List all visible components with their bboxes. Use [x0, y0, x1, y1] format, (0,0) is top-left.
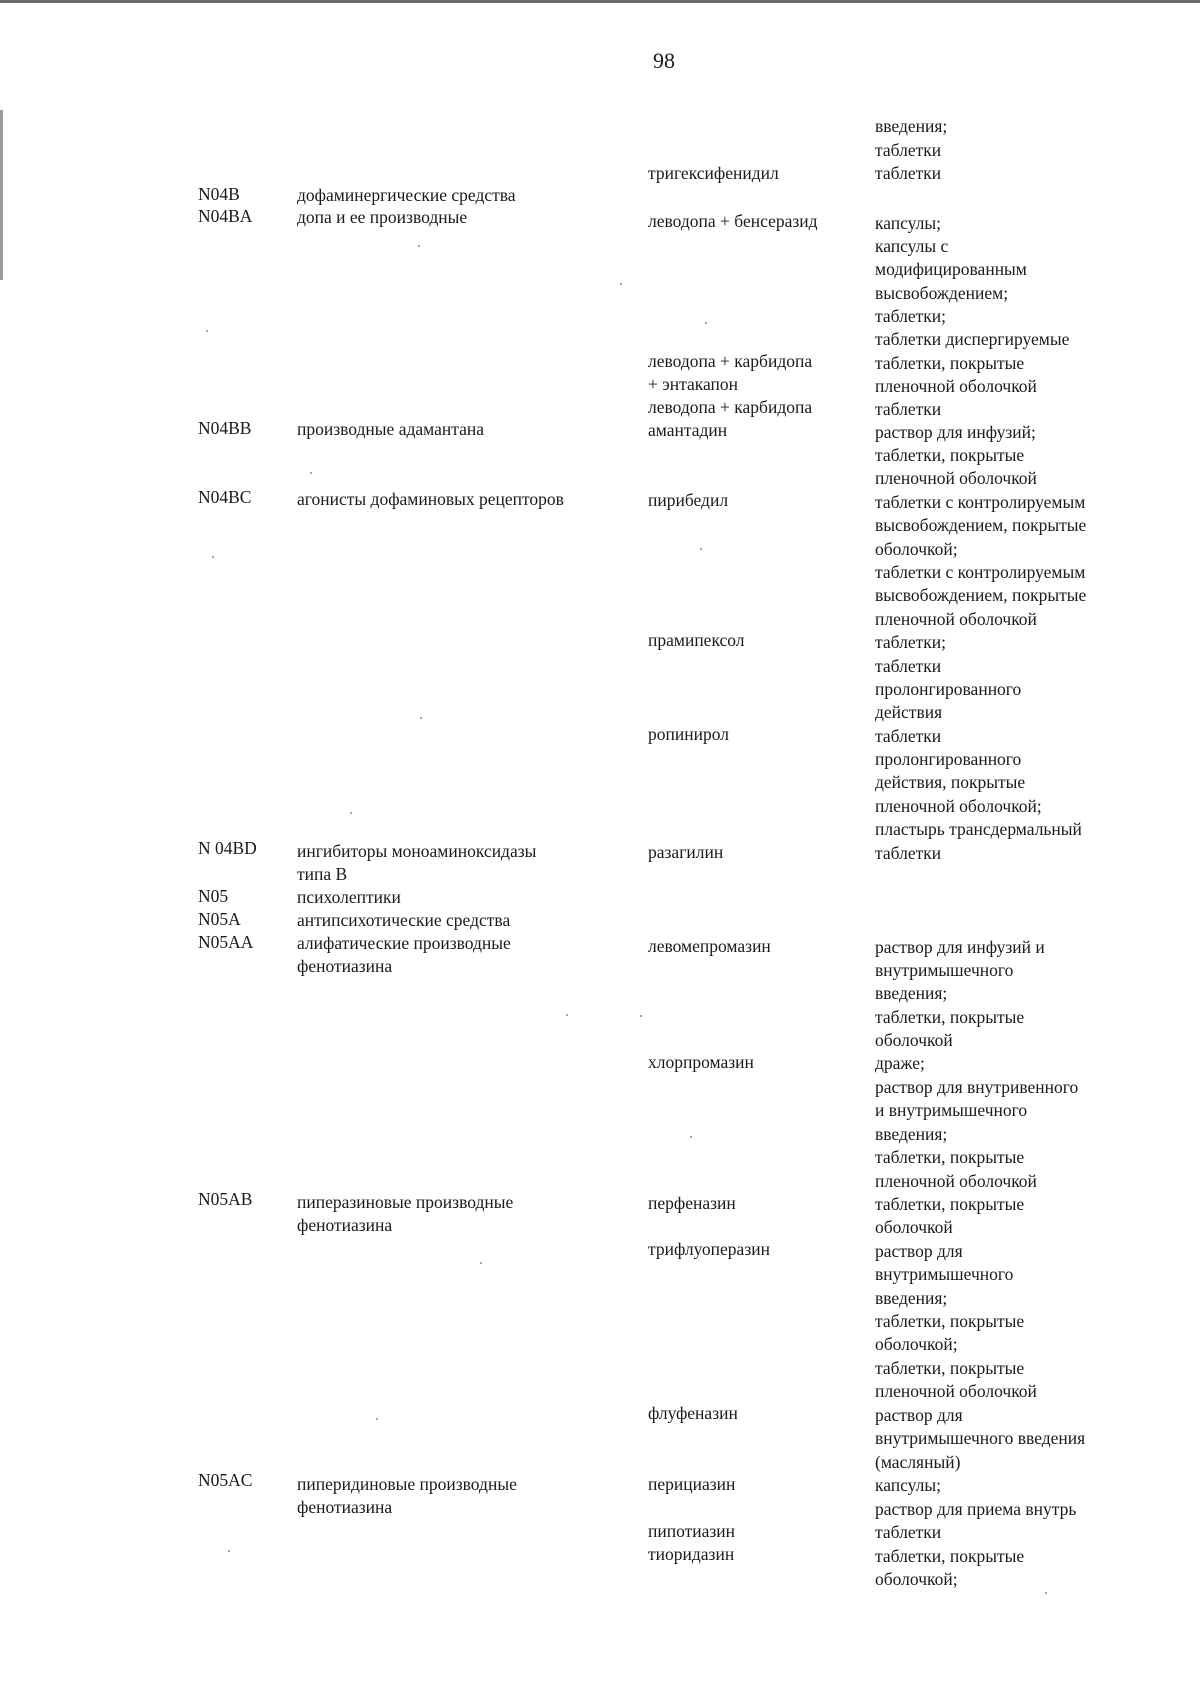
cell-form: таблетки, покрытые [875, 1358, 1025, 1378]
cell-drug: хлорпромазин [648, 1052, 754, 1072]
cell-group: типа B [297, 864, 348, 884]
cell-drug: прамипексол [648, 630, 745, 650]
cell-drug: левомепромазин [648, 936, 771, 956]
cell-form: введения; [875, 1124, 948, 1144]
cell-form: раствор для инфузий; [875, 422, 1036, 442]
cell-group: алифатические производные [297, 933, 511, 953]
cell-form: таблетки [875, 140, 942, 160]
cell-form: высвобождением, покрытые [875, 515, 1087, 535]
cell-form: раствор для [875, 1405, 963, 1425]
cell-form: введения; [875, 116, 948, 136]
cell-form: оболочкой; [875, 1569, 958, 1589]
cell-form: таблетки; [875, 632, 946, 652]
cell-form: внутримышечного [875, 960, 1014, 980]
cell-form: пленочной оболочкой [875, 609, 1037, 629]
cell-form: пролонгированного [875, 749, 1022, 769]
cell-form: (масляный) [875, 1452, 961, 1472]
cell-group: фенотиазина [297, 956, 393, 976]
cell-group: производные адамантана [297, 419, 484, 439]
cell-drug: разагилин [648, 842, 724, 862]
cell-drug: леводопа + бенсеразид [648, 211, 818, 231]
cell-drug: ропинирол [648, 724, 729, 744]
cell-drug: леводопа + карбидопа [648, 351, 813, 371]
cell-code: N05AA [198, 932, 254, 952]
cell-drug: тиоридазин [648, 1544, 735, 1564]
cell-group: фенотиазина [297, 1497, 393, 1517]
cell-code: N05AB [198, 1189, 253, 1209]
cell-code: N 04BD [198, 838, 257, 858]
cell-form: пластырь трансдермальный [875, 819, 1082, 839]
cell-form: таблетки, покрытые [875, 1546, 1025, 1566]
cell-form: пленочной оболочкой [875, 376, 1037, 396]
cell-form: модифицированным [875, 259, 1027, 279]
cell-group: психолептики [297, 887, 401, 907]
cell-code: N04BB [198, 418, 252, 438]
cell-form: таблетки [875, 399, 942, 419]
cell-drug: флуфеназин [648, 1403, 738, 1423]
cell-form: таблетки [875, 163, 942, 183]
cell-group: агонисты дофаминовых рецепторов [297, 489, 564, 509]
scan-speck [1045, 1592, 1047, 1594]
cell-code: N05A [198, 909, 241, 929]
cell-form: введения; [875, 983, 948, 1003]
cell-form: пролонгированного [875, 679, 1022, 699]
cell-form: таблетки диспергируемые [875, 329, 1070, 349]
cell-group: дофаминергические средства [297, 185, 516, 205]
cell-code: N05 [198, 886, 229, 906]
cell-code: N04B [198, 184, 240, 204]
cell-form: высвобождением, покрытые [875, 585, 1087, 605]
scan-speck [206, 330, 208, 332]
scan-speck [640, 1015, 642, 1017]
cell-form: пленочной оболочкой [875, 468, 1037, 488]
cell-form: капсулы; [875, 213, 942, 233]
cell-form: таблетки, покрытые [875, 1194, 1025, 1214]
cell-form: раствор для приема внутрь [875, 1499, 1077, 1519]
cell-code: N04BC [198, 487, 252, 507]
scan-speck [376, 1418, 378, 1420]
scan-speck [420, 717, 422, 719]
cell-form: оболочкой [875, 1030, 953, 1050]
cell-form: действия, покрытые [875, 772, 1026, 792]
cell-drug: перфеназин [648, 1193, 736, 1213]
cell-drug: тригексифенидил [648, 163, 779, 183]
cell-form: пленочной оболочкой; [875, 796, 1042, 816]
cell-drug: перициазин [648, 1474, 736, 1494]
cell-drug: + энтакапон [648, 374, 739, 394]
cell-form: драже; [875, 1053, 925, 1073]
scan-top-edge [0, 0, 1200, 3]
cell-group: фенотиазина [297, 1215, 393, 1235]
cell-drug: пирибедил [648, 490, 729, 510]
cell-form: внутримышечного [875, 1264, 1014, 1284]
cell-form: таблетки, покрытые [875, 1311, 1025, 1331]
cell-group: пиперазиновые производные [297, 1192, 514, 1212]
cell-form: таблетки [875, 1522, 942, 1542]
cell-drug: амантадин [648, 420, 728, 440]
scan-speck [212, 556, 214, 558]
scan-speck [700, 548, 702, 550]
cell-form: оболочкой; [875, 539, 958, 559]
scan-speck [480, 1262, 482, 1264]
scan-speck [620, 283, 622, 285]
cell-form: пленочной оболочкой [875, 1381, 1037, 1401]
cell-form: капсулы; [875, 1475, 942, 1495]
cell-form: внутримышечного введения [875, 1428, 1086, 1448]
cell-form: раствор для [875, 1241, 963, 1261]
cell-drug: пипотиазин [648, 1521, 736, 1541]
cell-group: антипсихотические средства [297, 910, 511, 930]
cell-group: пиперидиновые производные [297, 1474, 517, 1494]
cell-group: ингибиторы моноаминоксидазы [297, 841, 537, 861]
cell-form: оболочкой; [875, 1334, 958, 1354]
cell-code: N04BA [198, 206, 253, 226]
cell-form: введения; [875, 1288, 948, 1308]
cell-form: таблетки [875, 843, 942, 863]
cell-form: таблетки, покрытые [875, 353, 1025, 373]
cell-form: действия [875, 702, 943, 722]
cell-form: таблетки; [875, 306, 946, 326]
cell-form: высвобождением; [875, 283, 1009, 303]
cell-form: таблетки, покрытые [875, 1007, 1025, 1027]
scan-speck [418, 245, 420, 247]
cell-form: таблетки, покрытые [875, 445, 1025, 465]
cell-form: капсулы с [875, 236, 949, 256]
cell-drug: трифлуоперазин [648, 1239, 770, 1259]
cell-drug: леводопа + карбидопа [648, 397, 813, 417]
cell-form: и внутримышечного [875, 1100, 1028, 1120]
scan-left-edge [0, 110, 3, 280]
scan-speck [690, 1136, 692, 1138]
scan-speck [566, 1014, 568, 1016]
scan-speck [705, 322, 707, 324]
cell-form: раствор для инфузий и [875, 937, 1045, 957]
cell-form: таблетки [875, 726, 942, 746]
cell-form: таблетки [875, 656, 942, 676]
cell-form: раствор для внутривенного [875, 1077, 1079, 1097]
scan-speck [228, 1550, 230, 1552]
cell-form: таблетки с контролируемым [875, 492, 1086, 512]
page-number: 98 [653, 48, 675, 73]
cell-code: N05AC [198, 1470, 253, 1490]
scan-speck [310, 472, 312, 474]
cell-form: оболочкой [875, 1217, 953, 1237]
cell-form: таблетки с контролируемым [875, 562, 1086, 582]
cell-form: таблетки, покрытые [875, 1147, 1025, 1167]
scan-speck [350, 812, 352, 814]
cell-form: пленочной оболочкой [875, 1171, 1037, 1191]
cell-group: допа и ее производные [297, 207, 468, 227]
